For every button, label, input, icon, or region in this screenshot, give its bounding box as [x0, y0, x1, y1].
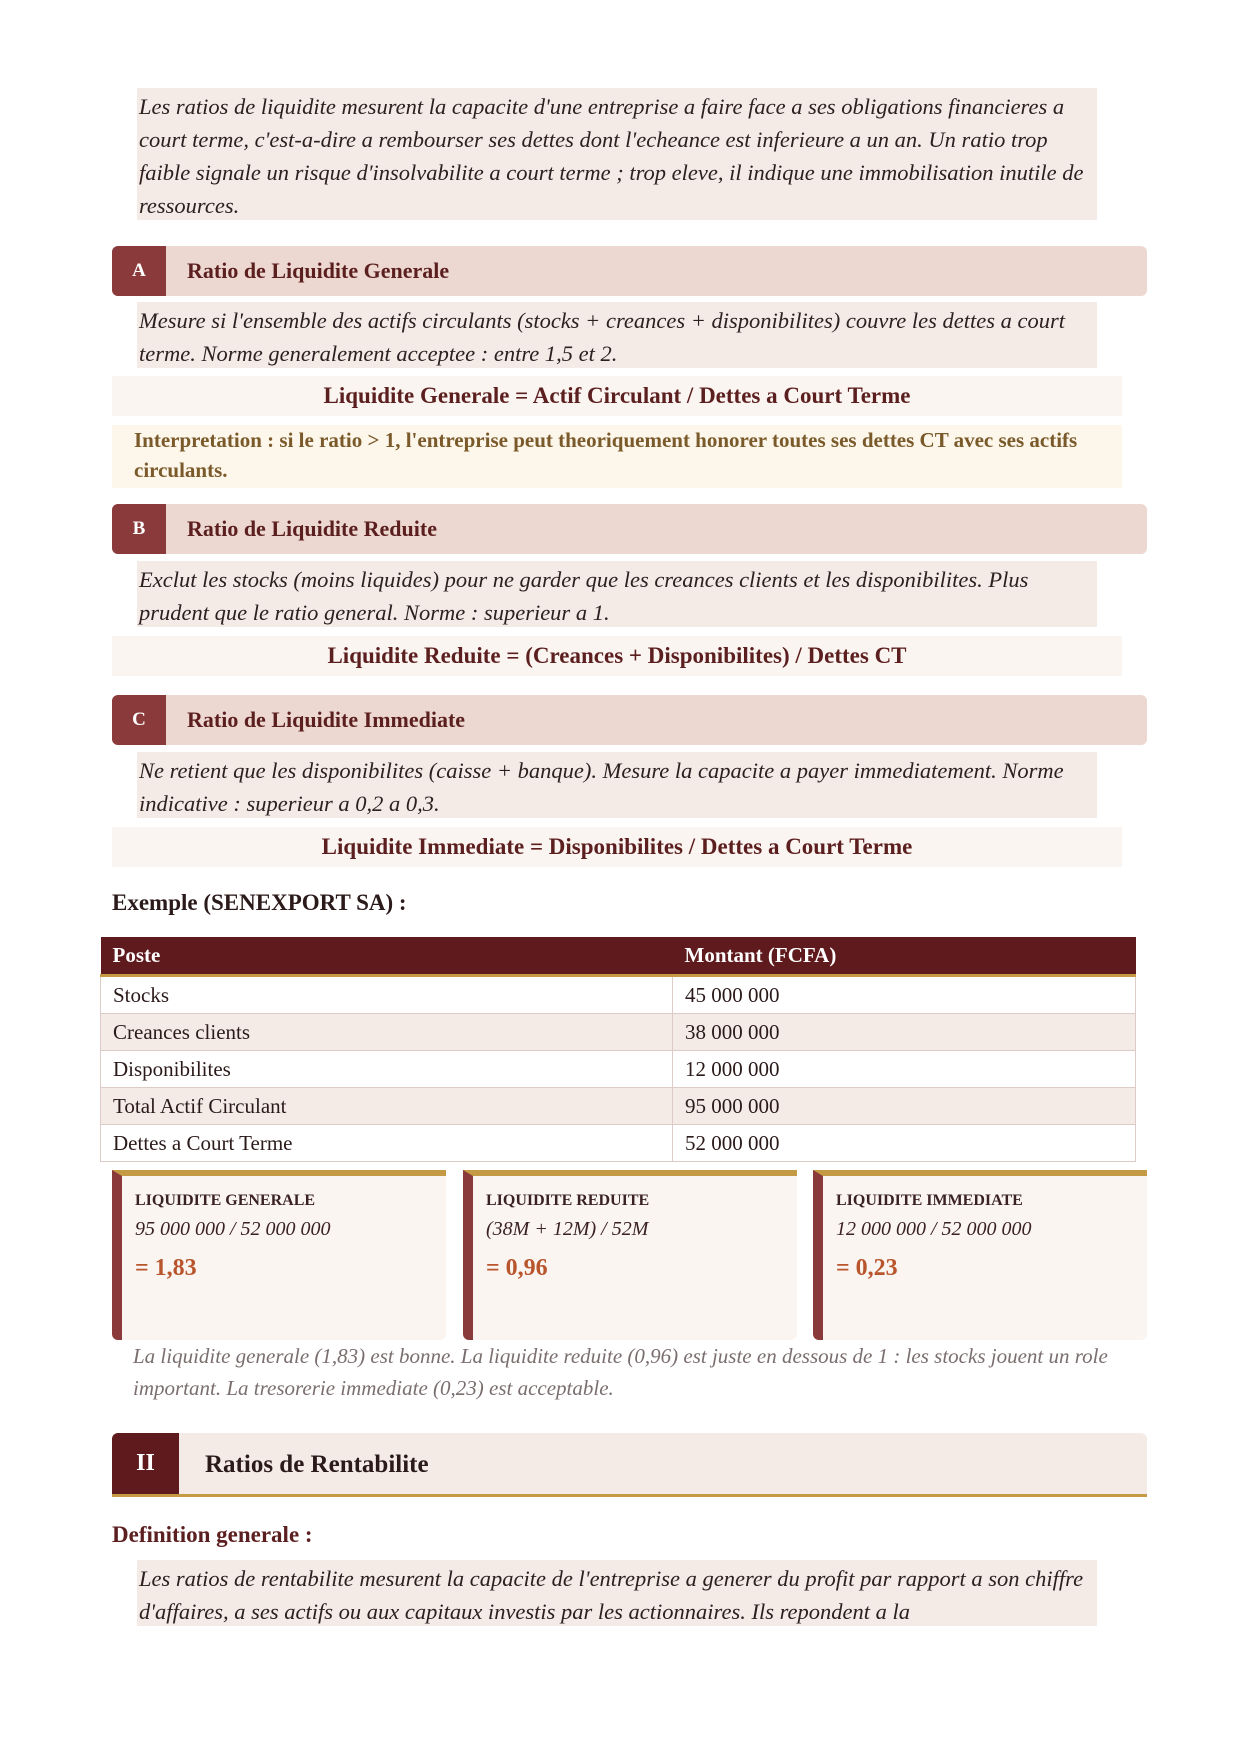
- table-cell: Dettes a Court Terme: [101, 1125, 673, 1162]
- intro-paragraph: Les ratios de liquidite mesurent la capacite d'une entreprise a faire face a ses obligations financieres a court terme, c'est-a-dire a rembourser ses dettes dont l'echeance est inferieure a un an. Un ratio trop faible signale un risque d'insolvabilite a court terme ; trop eleve, il indique une immobilisation inutile de ressources.: [137, 88, 1097, 220]
- card-result: = 0,23: [836, 1255, 898, 1281]
- table-cell: Creances clients: [101, 1014, 673, 1051]
- part-title: Ratios de Rentabilite: [205, 1451, 429, 1478]
- table-header-row: [101, 937, 1136, 976]
- table-row: [101, 1088, 1136, 1125]
- definition-text: Les ratios de rentabilite mesurent la capacite de l'entreprise a generer du profit par rapport a son chiffre d'affaires, a ses actifs ou aux capitaux investis par les actionnaires. Ils repondent a la: [137, 1560, 1097, 1626]
- section-header-a: [112, 246, 1147, 296]
- result-card-immediate: [813, 1170, 1147, 1340]
- column-header: Poste: [101, 937, 673, 976]
- table-cell: Disponibilites: [101, 1051, 673, 1088]
- section-description: Exclut les stocks (moins liquides) pour ne garder que les creances clients et les disponibilites. Plus prudent que le ratio general. Norme : superieur a 1.: [137, 561, 1097, 627]
- table-cell: Stocks: [101, 976, 673, 1014]
- section-description: Mesure si l'ensemble des actifs circulants (stocks + creances + disponibilites) couvre les dettes a court terme. Norme generalement acceptee : entre 1,5 et 2.: [137, 302, 1097, 368]
- formula: Liquidite Immediate = Disponibilites / Dettes a Court Terme: [112, 827, 1122, 867]
- part-header: [112, 1433, 1147, 1497]
- table-cell: Total Actif Circulant: [101, 1088, 673, 1125]
- card-calculation: 95 000 000 / 52 000 000: [135, 1218, 331, 1240]
- formula: Liquidite Generale = Actif Circulant / Dettes a Court Terme: [112, 376, 1122, 416]
- card-calculation: 12 000 000 / 52 000 000: [836, 1218, 1032, 1240]
- formula: Liquidite Reduite = (Creances + Disponibilites) / Dettes CT: [112, 636, 1122, 676]
- table-cell: 95 000 000: [673, 1088, 1136, 1125]
- section-header-b: [112, 504, 1147, 554]
- section-description: Ne retient que les disponibilites (caisse + banque). Mesure la capacite a payer immediatement. Norme indicative : superieur a 0,2 a 0,3.: [137, 752, 1097, 818]
- analysis-comment: La liquidite generale (1,83) est bonne. La liquidite reduite (0,96) est juste en dessous de 1 : les stocks jouent un role important. La tresorerie immediate (0,23) est acceptable.: [133, 1344, 1108, 1400]
- section-title: Ratio de Liquidite Generale: [187, 258, 450, 283]
- interpretation-note: Interpretation : si le ratio > 1, l'entreprise peut theoriquement honorer toutes ses dettes CT avec ses actifs circulants.: [112, 425, 1122, 488]
- table-cell: 45 000 000: [673, 976, 1136, 1014]
- section-title: Ratio de Liquidite Immediate: [187, 707, 466, 732]
- table-row: [101, 976, 1136, 1014]
- table-cell: 38 000 000: [673, 1014, 1136, 1051]
- table-row: [101, 1051, 1136, 1088]
- result-card-generale: [112, 1170, 446, 1340]
- example-title: Exemple (SENEXPORT SA) :: [112, 890, 407, 915]
- result-card-reduite: [463, 1170, 797, 1340]
- table-row: [101, 1125, 1136, 1162]
- card-result: = 0,96: [486, 1255, 548, 1281]
- part-number-badge: II: [112, 1433, 179, 1494]
- table-row: [101, 1014, 1136, 1051]
- section-header-c: [112, 695, 1147, 745]
- card-label: LIQUIDITE GENERALE: [135, 1192, 316, 1209]
- card-result: = 1,83: [135, 1255, 197, 1281]
- column-header: Montant (FCFA): [673, 937, 1136, 976]
- section-title: Ratio de Liquidite Reduite: [187, 516, 437, 541]
- section-letter-badge: C: [112, 695, 166, 745]
- card-label: LIQUIDITE REDUITE: [486, 1192, 650, 1209]
- table-cell: 52 000 000: [673, 1125, 1136, 1162]
- section-letter-badge: A: [112, 246, 166, 296]
- card-label: LIQUIDITE IMMEDIATE: [836, 1192, 1023, 1209]
- example-table: [100, 937, 1136, 1162]
- section-letter-badge: B: [112, 504, 166, 554]
- card-calculation: (38M + 12M) / 52M: [486, 1218, 649, 1240]
- definition-title: Definition generale :: [112, 1522, 313, 1547]
- table-cell: 12 000 000: [673, 1051, 1136, 1088]
